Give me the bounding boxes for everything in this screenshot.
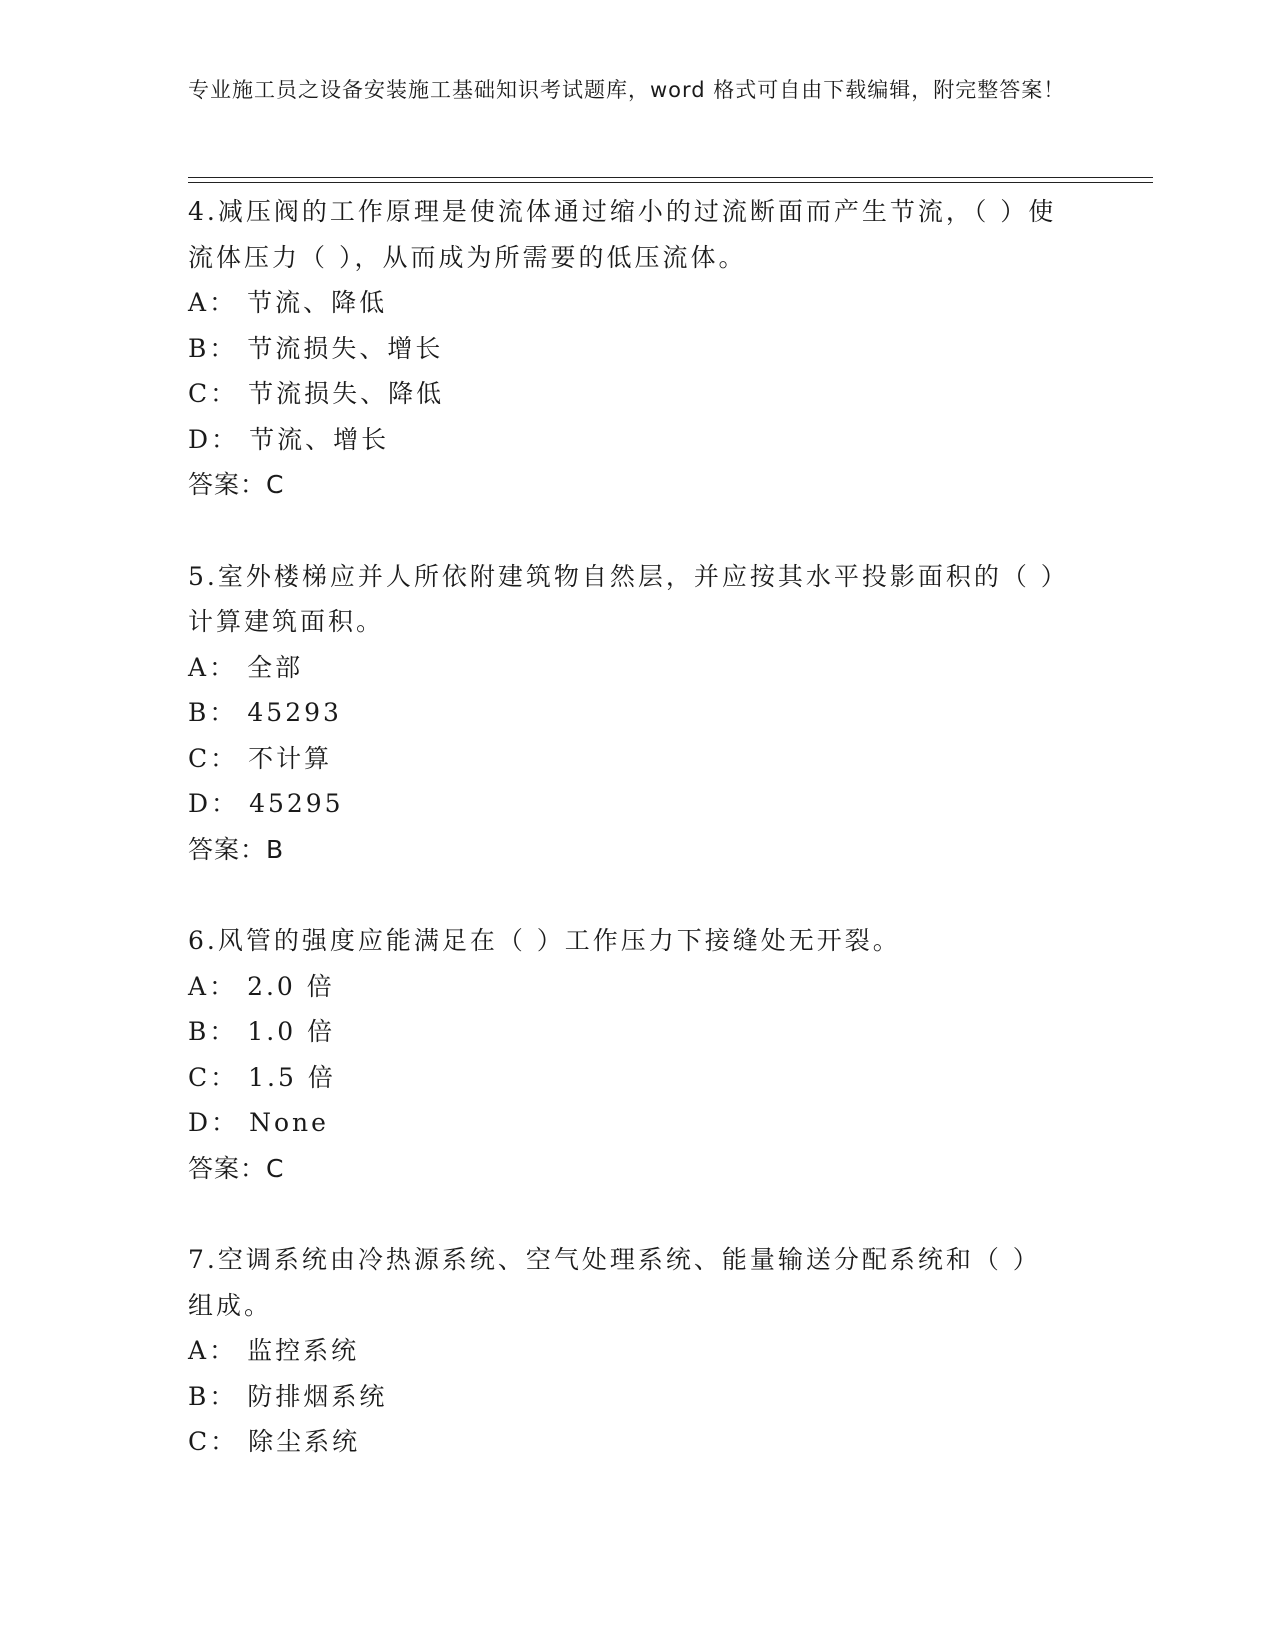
answer-option: [188, 1009, 1068, 1055]
option-letter: C: [188, 379, 211, 408]
option-separator: ：: [211, 1108, 240, 1137]
option-text: 节流、增长: [249, 424, 390, 454]
option-letter: D: [188, 789, 212, 818]
option-letter: B: [188, 1017, 210, 1046]
question-block: [188, 918, 1068, 1191]
answer-option: [188, 1419, 1068, 1465]
question-block: [188, 189, 1068, 508]
option-separator: ：: [210, 743, 239, 773]
option-text: 节流损失、增长: [247, 333, 444, 363]
question-list: [188, 189, 1068, 1511]
option-separator: ：: [211, 424, 240, 454]
option-letter: B: [188, 1381, 210, 1411]
option-separator: ：: [209, 698, 238, 727]
option-letter: A: [188, 971, 210, 1001]
option-separator: ：: [209, 288, 238, 317]
answer-option: [188, 1328, 1068, 1374]
question-text: 7.空调系统由冷热源系统、空气处理系统、能量输送分配系统和（ ）组成。: [188, 1245, 1041, 1320]
option-separator: ：: [209, 971, 238, 1001]
answer-option: [188, 1374, 1068, 1420]
answer-option: [188, 690, 1068, 736]
option-separator: ：: [210, 1062, 239, 1092]
option-text: 2.0 倍: [247, 971, 335, 1001]
answer-option: [188, 736, 1068, 782]
option-separator: ：: [210, 379, 239, 408]
option-separator: ：: [209, 1336, 238, 1365]
option-text: 节流、降低: [247, 288, 388, 317]
question-text: 4.减压阀的工作原理是使流体通过缩小的过流断面而产生节流，（ ）使流体压力（ ），从而成为所需要的低压流体。: [188, 197, 1057, 272]
option-text: 防排烟系统: [247, 1381, 388, 1411]
answer-option: [188, 1100, 1068, 1146]
question-text: 6.风管的强度应能满足在（ ）工作压力下接缝处无开裂。: [188, 926, 901, 955]
option-letter: C: [188, 1427, 211, 1456]
question-block: [188, 1237, 1068, 1465]
option-text: 45293: [247, 698, 342, 727]
option-letter: A: [188, 1336, 210, 1365]
option-letter: C: [188, 1062, 211, 1092]
option-letter: C: [188, 743, 211, 773]
answer-option: [188, 326, 1068, 372]
answer-key: 答案：B: [188, 834, 285, 864]
option-text: 除尘系统: [248, 1427, 361, 1456]
option-letter: B: [188, 698, 210, 727]
answer-key: 答案：C: [188, 1153, 285, 1183]
header-divider-bottom: [188, 182, 1153, 183]
option-text: 监控系统: [247, 1336, 360, 1365]
option-letter: A: [188, 288, 210, 317]
document-header: 专业施工员之设备安装施工基础知识考试题库，word 格式可自由下载编辑，附完整答案！: [188, 78, 1066, 102]
option-separator: ：: [211, 789, 240, 818]
answer-option: [188, 417, 1068, 463]
answer-option: [188, 280, 1068, 326]
option-text: 不计算: [248, 743, 333, 773]
option-separator: ：: [209, 652, 238, 682]
option-separator: ：: [209, 1017, 238, 1046]
option-letter: A: [188, 652, 210, 682]
option-letter: B: [188, 333, 210, 363]
option-text: 全部: [247, 652, 304, 682]
option-text: 1.5 倍: [248, 1062, 336, 1092]
answer-key: 答案：C: [188, 470, 285, 499]
answer-option: [188, 964, 1068, 1010]
header-divider-top: [188, 177, 1153, 178]
answer-option: [188, 371, 1068, 417]
option-text: 1.0 倍: [247, 1017, 336, 1046]
answer-option: [188, 645, 1068, 691]
option-separator: ：: [209, 333, 238, 363]
option-separator: ：: [209, 1381, 238, 1411]
answer-option: [188, 1055, 1068, 1101]
option-text: None: [249, 1108, 329, 1137]
question-text: 5.室外楼梯应并人所依附建筑物自然层，并应按其水平投影面积的（ ）计算建筑面积。: [188, 561, 1057, 636]
option-letter: D: [188, 1108, 212, 1137]
option-letter: D: [188, 424, 212, 454]
option-text: 节流损失、降低: [248, 379, 445, 408]
answer-option: [188, 781, 1068, 827]
option-text: 45295: [249, 789, 344, 818]
option-separator: ：: [210, 1427, 239, 1456]
question-block: [188, 554, 1068, 873]
